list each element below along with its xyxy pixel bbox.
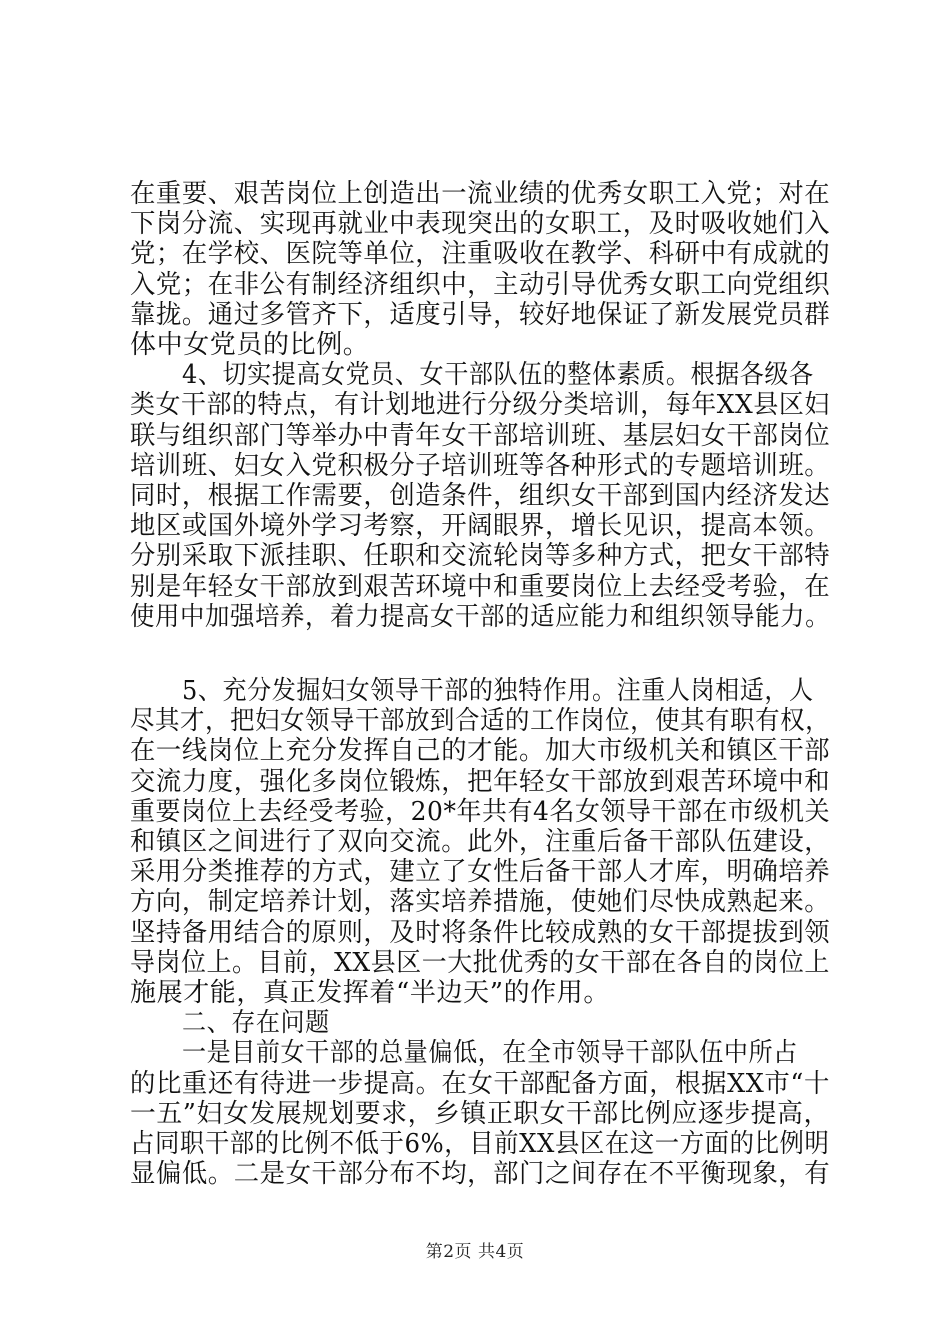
text-line: 地区或国外境外学习考察，开阔眼界，增长见识，提高本领。 (130, 511, 831, 542)
text-line: 占同职干部的比例不低于6%，目前XX县区在这一方面的比例明 (130, 1129, 830, 1159)
text-line: 联与组织部门等举办中青年女干部培训班、基层妇女干部岗位 (130, 420, 831, 451)
paragraph-start-line: 一是目前女干部的总量偏低，在全市领导干部队伍中所占 (182, 1038, 798, 1069)
text-line: 同时，根据工作需要，创造条件，组织女干部到国内经济发达 (130, 481, 831, 511)
text-line: 尽其才，把妇女领导干部放到合适的工作岗位，使其有职有权， (130, 706, 831, 737)
text-line: 分别采取下派挂职、任职和交流轮岗等多种方式，把女干部特 (130, 541, 831, 572)
text-line: 在重要、艰苦岗位上创造出一流业绩的优秀女职工入党；对在 (130, 179, 831, 209)
text-line: 使用中加强培养，着力提高女干部的适应能力和组织领导能力。 (130, 601, 831, 632)
text-line: 下岗分流、实现再就业中表现突出的女职工，及时吸收她们入 (130, 209, 831, 240)
paragraph-start-line: 5、充分发掘妇女领导干部的独特作用。注重人岗相适，人 (182, 676, 814, 706)
text-line: 体中女党员的比例。 (130, 330, 370, 360)
text-line: 在一线岗位上充分发挥自己的才能。加大市级机关和镇区干部 (130, 736, 831, 767)
text-line: 别是年轻女干部放到艰苦环境中和重要岗位上去经受考验，在 (130, 571, 831, 602)
text-line: 采用分类推荐的方式，建立了女性后备干部人才库，明确培养 (130, 857, 831, 888)
text-line: 党；在学校、医院等单位，注重吸收在教学、科研中有成就的 (130, 239, 831, 270)
section-heading: 二、存在问题 (182, 1008, 330, 1039)
text-line: 交流力度，强化多岗位锻炼，把年轻女干部放到艰苦环境中和 (130, 766, 831, 797)
text-line: 的比重还有待进一步提高。在女干部配备方面，根据XX市“十 (130, 1068, 830, 1099)
paragraph-start-line: 4、切实提高女党员、女干部队伍的整体素质。根据各级各 (182, 360, 814, 391)
text-line: 入党；在非公有制经济组织中，主动引导优秀女职工向党组织 (130, 269, 831, 300)
text-line: 显偏低。二是女干部分布不均，部门之间存在不平衡现象，有 (130, 1159, 831, 1190)
text-line: 培训班、妇女入党积极分子培训班等各种形式的专题培训班。 (130, 450, 831, 481)
text-line: 类女干部的特点，有计划地进行分级分类培训，每年XX县区妇 (130, 390, 830, 421)
text-line: 和镇区之间进行了双向交流。此外，注重后备干部队伍建设， (130, 827, 831, 857)
text-line: 方向，制定培养计划，落实培养措施，使她们尽快成熟起来。 (130, 887, 831, 918)
text-line: 靠拢。通过多管齐下，适度引导，较好地保证了新发展党员群 (130, 299, 831, 330)
page-number-footer: 第2页 共4页 (425, 1242, 525, 1262)
text-line: 施展才能，真正发挥着“半边天”的作用。 (130, 978, 610, 1008)
text-line: 一五”妇女发展规划要求，乡镇正职女干部比例应逐步提高， (130, 1098, 830, 1129)
text-line: 坚持备用结合的原则，及时将条件比较成熟的女干部提拔到领 (130, 917, 831, 948)
text-line: 导岗位上。目前，XX县区一大批优秀的女干部在各自的岗位上 (130, 947, 830, 978)
text-line: 重要岗位上去经受考验，20*年共有4名女领导干部在市级机关 (130, 796, 831, 827)
